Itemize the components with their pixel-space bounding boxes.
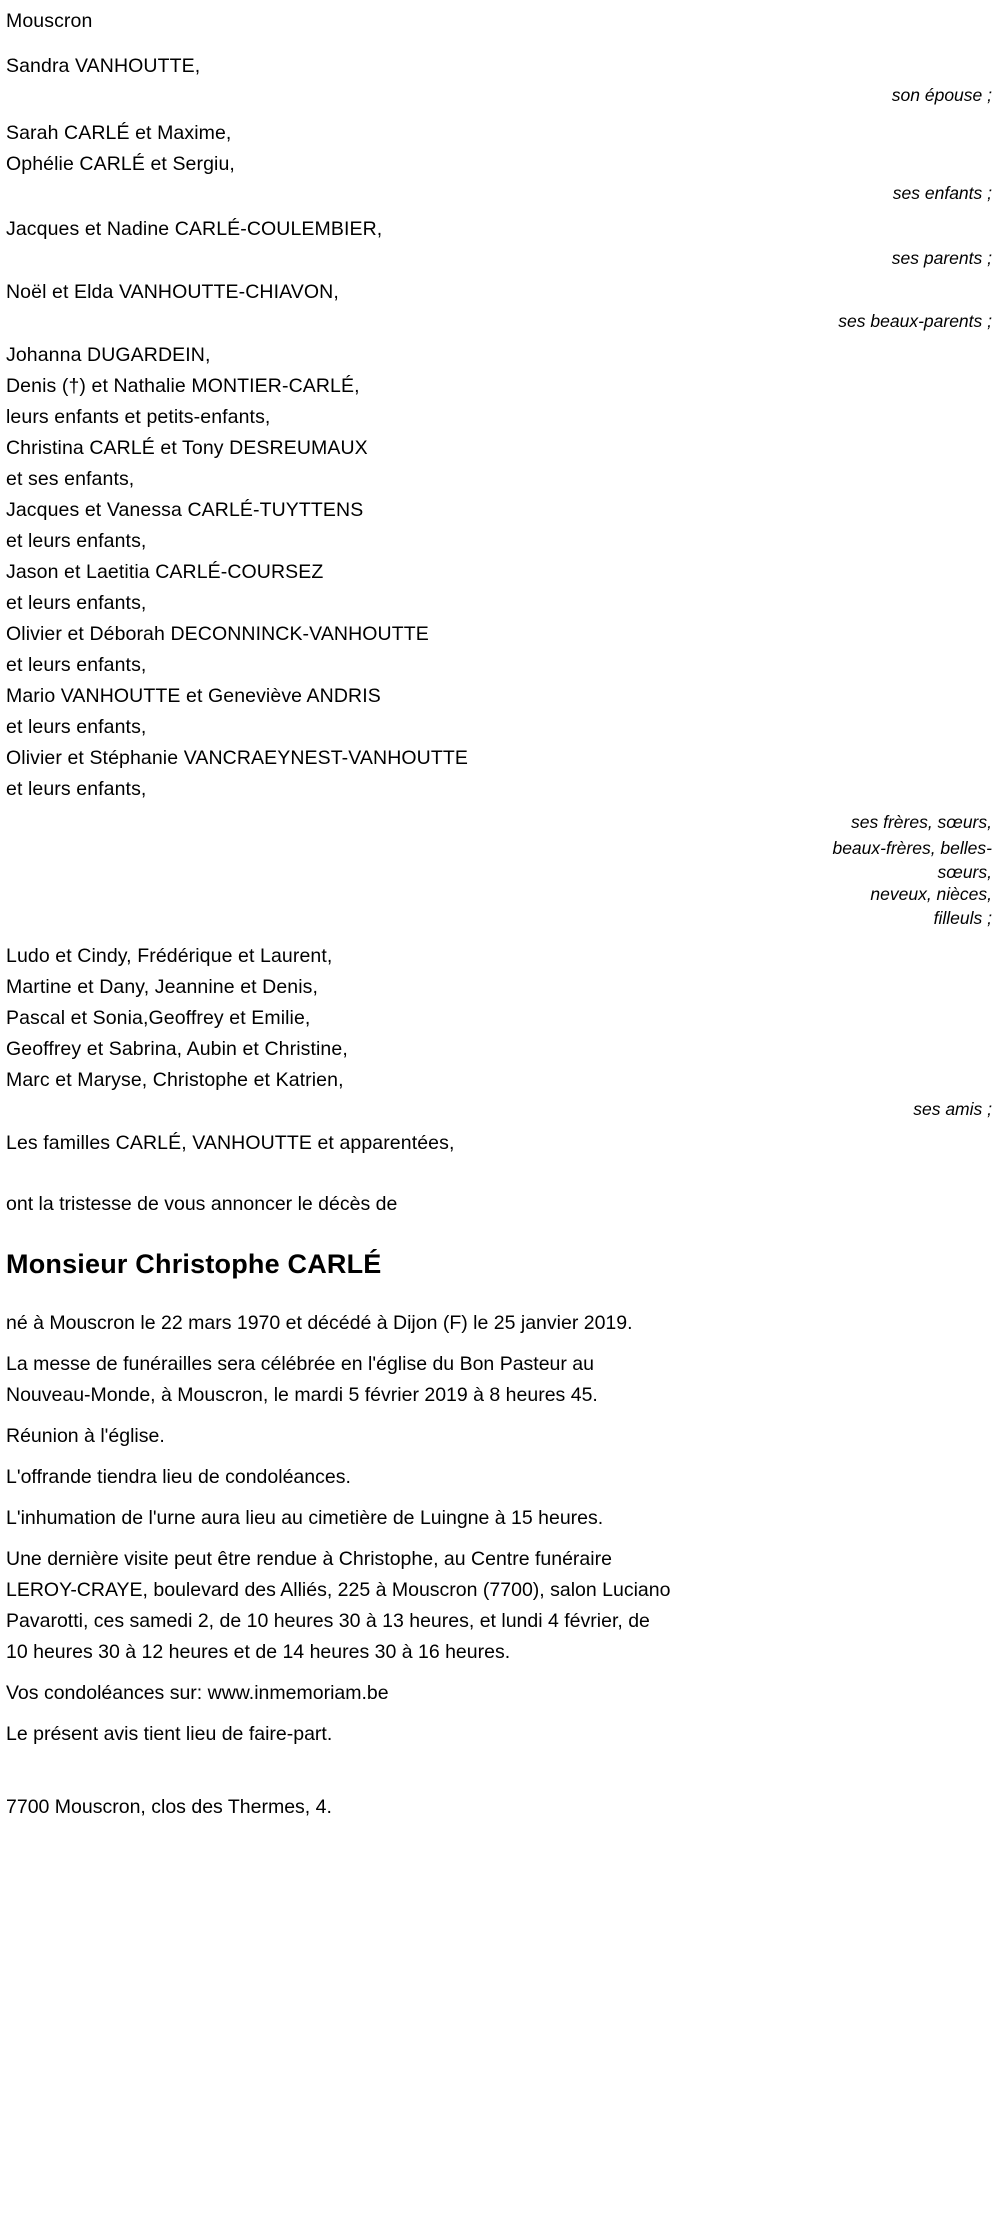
spacer bbox=[6, 1411, 994, 1421]
name-line: Jacques et Vanessa CARLÉ-TUYTTENS bbox=[6, 499, 364, 521]
family-group-siblings bbox=[6, 340, 994, 931]
name-list bbox=[6, 214, 994, 245]
gathering-paragraph bbox=[6, 1421, 966, 1452]
name-line: Olivier et Stéphanie VANCRAEYNEST-VANHOUTTE bbox=[6, 747, 468, 769]
spacer bbox=[6, 1493, 994, 1503]
relation-line: filleuls ; bbox=[933, 908, 992, 928]
spacer bbox=[6, 1339, 994, 1349]
spacer bbox=[6, 1668, 994, 1678]
family-group-parents bbox=[6, 214, 994, 271]
paragraph-line: Une dernière visite peut être rendue à Christophe, au Centre funéraire bbox=[6, 1548, 612, 1570]
name-line: leurs enfants et petits-enfants, bbox=[6, 406, 271, 428]
name-line: Noël et Elda VANHOUTTE-CHIAVON, bbox=[6, 281, 339, 303]
spacer bbox=[6, 1159, 994, 1189]
name-line: Denis (†) et Nathalie MONTIER-CARLÉ, bbox=[6, 375, 360, 397]
funeral-mass-paragraph bbox=[6, 1349, 966, 1411]
faire-part-paragraph bbox=[6, 1719, 966, 1750]
visitation-paragraph bbox=[6, 1544, 966, 1668]
name-line: et ses enfants, bbox=[6, 468, 135, 490]
name-line: et leurs enfants, bbox=[6, 716, 147, 738]
relation-line: ses frères, sœurs, bbox=[851, 812, 992, 832]
name-line: Geoffrey et Sabrina, Aubin et Christine, bbox=[6, 1038, 348, 1060]
family-group-friends bbox=[6, 941, 994, 1122]
relation-line: beaux-frères, belles- bbox=[832, 838, 992, 858]
name-line: Sarah CARLÉ et Maxime, bbox=[6, 122, 232, 144]
relation-line: ses beaux-parents ; bbox=[838, 311, 992, 331]
relation-label bbox=[6, 308, 994, 334]
name-line: Johanna DUGARDEIN, bbox=[6, 344, 211, 366]
condolences-paragraph bbox=[6, 1678, 966, 1709]
spacer bbox=[6, 1750, 994, 1792]
name-list bbox=[6, 118, 994, 180]
name-list bbox=[6, 941, 994, 1096]
relation-line: ses parents ; bbox=[891, 248, 992, 268]
name-line: Jacques et Nadine CARLÉ-COULEMBIER, bbox=[6, 218, 383, 240]
relation-line: son épouse ; bbox=[891, 85, 992, 105]
deceased-name: Monsieur Christophe CARLÉ bbox=[6, 1249, 382, 1279]
city-header: Mouscron bbox=[6, 10, 93, 32]
paragraph-line: Vos condoléances sur: www.inmemoriam.be bbox=[6, 1682, 389, 1704]
spacer bbox=[6, 931, 994, 941]
paragraph-line: Nouveau-Monde, à Mouscron, le mardi 5 février 2019 à 8 heures 45. bbox=[6, 1384, 598, 1406]
spacer bbox=[6, 1534, 994, 1544]
name-line: et leurs enfants, bbox=[6, 530, 147, 552]
name-line: Ophélie CARLÉ et Sergiu, bbox=[6, 153, 235, 175]
name-list bbox=[6, 340, 994, 805]
name-line: Mario VANHOUTTE et Geneviève ANDRIS bbox=[6, 685, 381, 707]
relation-line: ses enfants ; bbox=[892, 183, 992, 203]
name-list bbox=[6, 51, 994, 82]
name-line: et leurs enfants, bbox=[6, 778, 147, 800]
burial-paragraph bbox=[6, 1503, 966, 1534]
paragraph-line: Pavarotti, ces samedi 2, de 10 heures 30 à 13 heures, et lundi 4 février, de bbox=[6, 1610, 650, 1632]
name-line: Marc et Maryse, Christophe et Katrien, bbox=[6, 1069, 344, 1091]
name-line: Jason et Laetitia CARLÉ-COURSEZ bbox=[6, 561, 324, 583]
name-line: Martine et Dany, Jeannine et Denis, bbox=[6, 976, 319, 998]
family-group-spouse bbox=[6, 51, 994, 108]
relation-label bbox=[6, 82, 994, 108]
name-line: Christina CARLÉ et Tony DESREUMAUX bbox=[6, 437, 368, 459]
name-line: et leurs enfants, bbox=[6, 592, 147, 614]
offering-paragraph bbox=[6, 1462, 966, 1493]
family-group-parents-in-law bbox=[6, 277, 994, 334]
name-line: Olivier et Déborah DECONNINCK-VANHOUTTE bbox=[6, 623, 429, 645]
relation-label bbox=[6, 245, 994, 271]
relation-label bbox=[6, 1096, 994, 1122]
birth-death-line: né à Mouscron le 22 mars 1970 et décédé à Dijon (F) le 25 janvier 2019. bbox=[6, 1312, 633, 1334]
relation-label bbox=[6, 809, 994, 931]
spacer bbox=[6, 1709, 994, 1719]
spacer bbox=[6, 1282, 994, 1308]
relation-label bbox=[6, 180, 994, 206]
spacer bbox=[6, 108, 994, 118]
paragraph-line: La messe de funérailles sera célébrée en l'église du Bon Pasteur au bbox=[6, 1353, 594, 1375]
paragraph-line: Réunion à l'église. bbox=[6, 1425, 165, 1447]
paragraph-line: L'offrande tiendra lieu de condoléances. bbox=[6, 1466, 351, 1488]
paragraph-line: 10 heures 30 à 12 heures et de 14 heures 30 à 16 heures. bbox=[6, 1641, 511, 1663]
name-line: Ludo et Cindy, Frédérique et Laurent, bbox=[6, 945, 333, 967]
paragraph-line: L'inhumation de l'urne aura lieu au cimetière de Luingne à 15 heures. bbox=[6, 1507, 604, 1529]
families-line: Les familles CARLÉ, VANHOUTTE et apparentées, bbox=[6, 1132, 455, 1154]
name-line: Pascal et Sonia,Geoffrey et Emilie, bbox=[6, 1007, 311, 1029]
family-address: 7700 Mouscron, clos des Thermes, 4. bbox=[6, 1796, 332, 1818]
spacer bbox=[6, 37, 994, 51]
spacer bbox=[6, 206, 994, 214]
relation-line: sœurs, bbox=[937, 862, 992, 882]
name-line: Sandra VANHOUTTE, bbox=[6, 55, 201, 77]
spacer bbox=[6, 1220, 994, 1246]
family-group-children bbox=[6, 118, 994, 206]
spacer bbox=[6, 1452, 994, 1462]
relation-line: ses amis ; bbox=[913, 1099, 992, 1119]
paragraph-line: Le présent avis tient lieu de faire-part. bbox=[6, 1723, 333, 1745]
relation-line: neveux, nièces, bbox=[870, 884, 992, 904]
paragraph-line: LEROY-CRAYE, boulevard des Alliés, 225 à Mouscron (7700), salon Luciano bbox=[6, 1579, 671, 1601]
announcement-text: ont la tristesse de vous annoncer le décès de bbox=[6, 1193, 398, 1215]
name-line: et leurs enfants, bbox=[6, 654, 147, 676]
name-list bbox=[6, 277, 994, 308]
